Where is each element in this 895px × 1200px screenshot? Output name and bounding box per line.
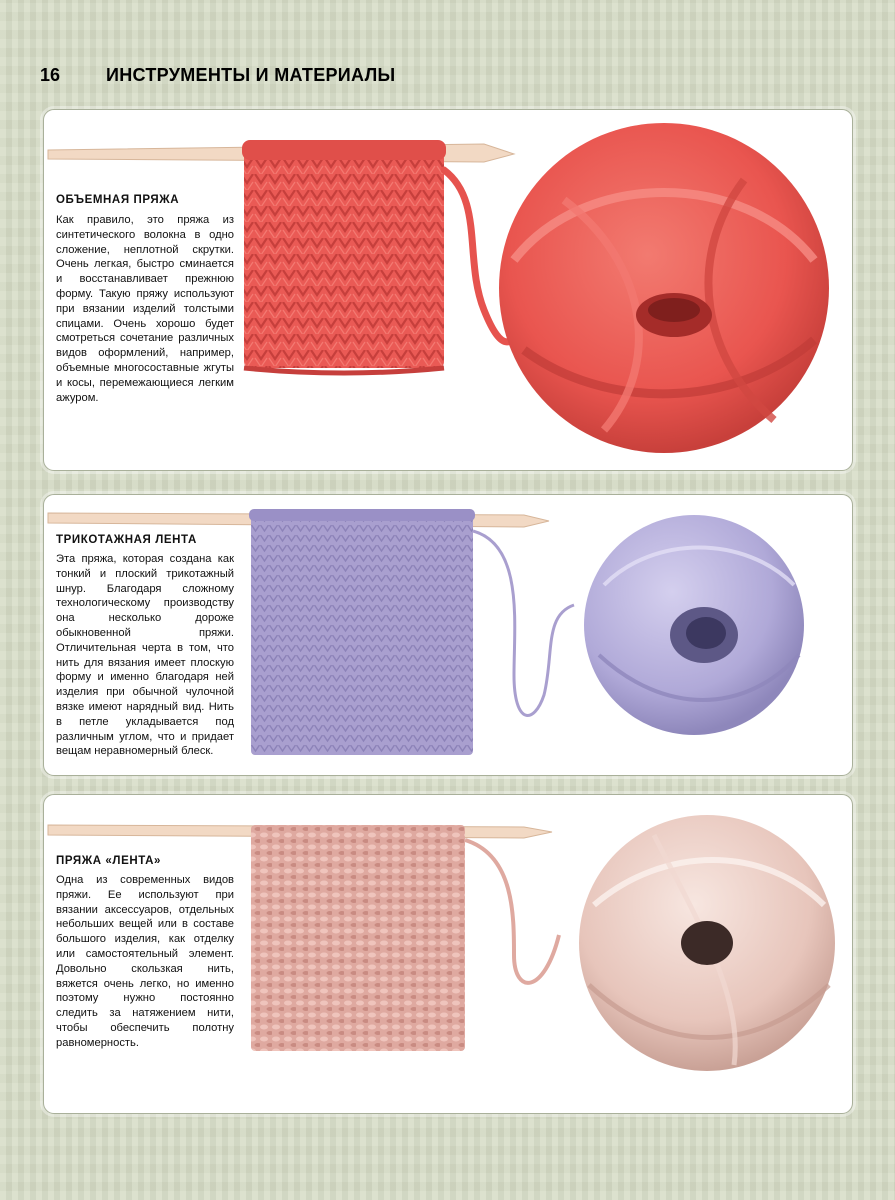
section-title: ТРИКОТАЖНАЯ ЛЕНТА [56,534,197,546]
section-text: Эта пряжа, которая создана как тонкий и плоский трикотажный шнур. Благодаря сложному технологическому производству она несколько дороже обыкновенной пряжи. Отличительная черта в том, что нить для вязания имеет плоскую форму и именно благодаря ней изделия при обычной чулочной вязке имеют нарядный вид. Нить в петле укладывается под различным углом, что и придает вещам неравномерный блеск. [56,553,234,758]
section-text: Как правило, это пряжа из синтетического волокна в одно сложение, неплотной скрутки. Очень легкая, быстро сминается и восстанавливает прежнюю форму. Такую пряжу используют при вязании изделий толстыми спицами. Очень хорошо будет смотреться сочетание различных видов оформлений, например, объемные многосоставные жгуты и косы, перемежающиеся легким ажуром. [56,214,234,404]
page-header [40,60,395,90]
section-knit-tape [43,494,853,776]
section-title: ОБЪЕМНАЯ ПРЯЖА [56,194,180,206]
chapter-title: ИНСТРУМЕНТЫ И МАТЕРИАЛЫ [106,64,396,85]
page-number: 16 [40,64,61,85]
section-ribbon-yarn [43,794,853,1114]
section-text: Одна из современных видов пряжи. Ее используют при вязании аксессуаров, отдельных небольших вещей или в составе большого изделия, как отделку или самостоятельный элемент. Довольно скользкая нить, вяжется очень легко, но именно поэтому нужно постоянно следить за натяжением нити, чтобы обеспечить полотну равномерность. [56,874,234,1049]
section-bulky-yarn [43,109,853,471]
section-title: ПРЯЖА «ЛЕНТА» [56,855,162,867]
